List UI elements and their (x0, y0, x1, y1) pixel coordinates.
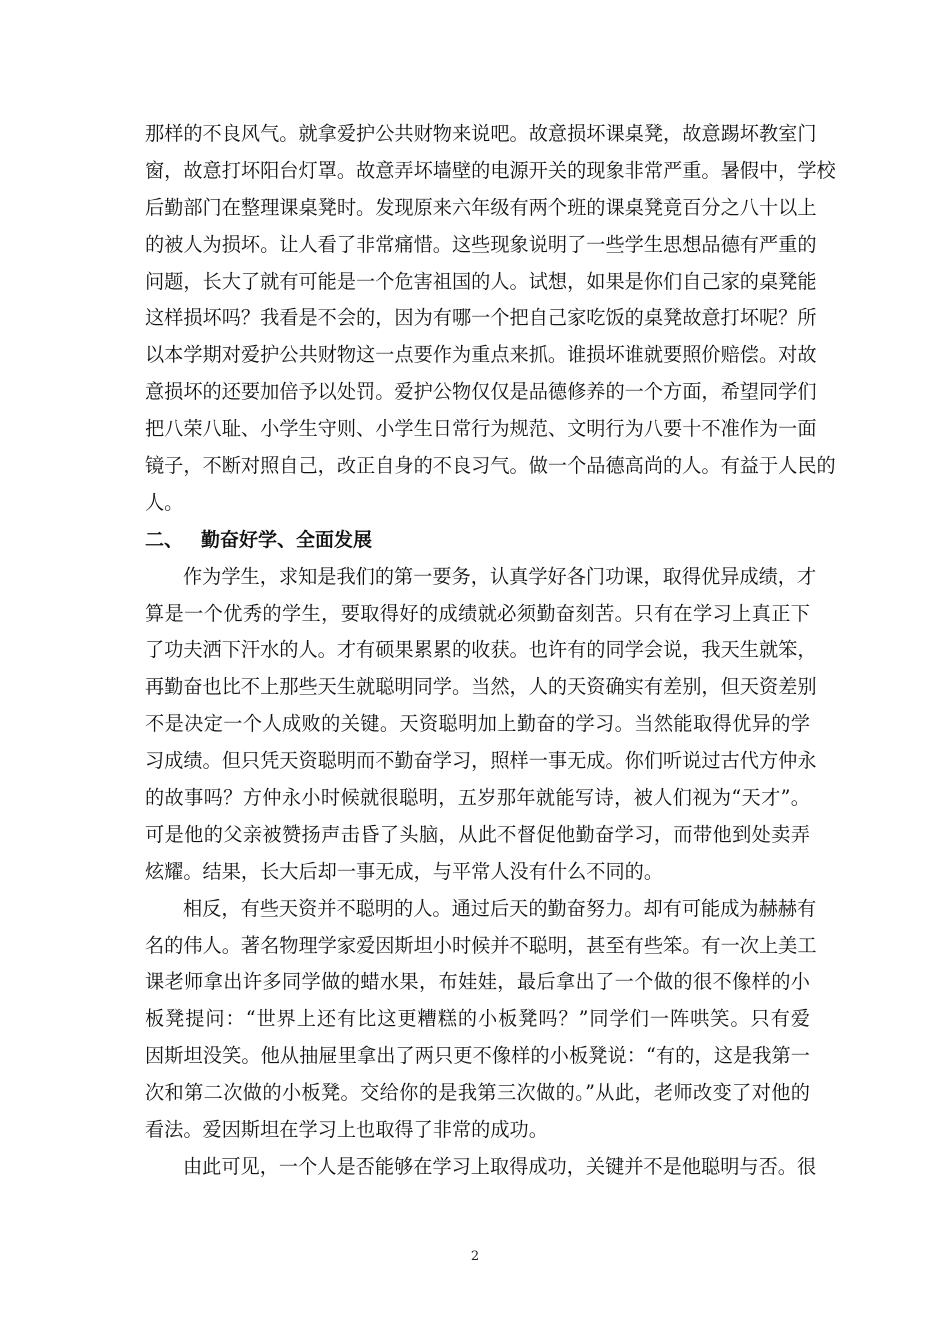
text-line: 镜子，不断对照自己，改正自身的不良习气。做一个品德高尚的人。有益于人民的 (145, 454, 836, 478)
section-number: 二、 (145, 528, 184, 551)
text-line: 板凳提问：“世界上还有比这更糟糕的小板凳吗？”同学们一阵哄笑。只有爱 (145, 1007, 810, 1031)
text-line: 后勤部门在整理课桌凳时。发现原来六年级有两个班的课桌凳竟百分之八十以上 (145, 195, 817, 219)
text-line: 再勤奋也比不上那些天生就聪明同学。当然，人的天资确实有差别，但天资差别 (145, 675, 817, 699)
paragraph-continued (145, 116, 836, 522)
text-line: 不是决定一个人成败的关键。天资聪明加上勤奋的学习。当然能取得优异的学 (145, 712, 810, 736)
text-line: 可是他的父亲被赞扬声击昏了头脑，从此不督促他勤奋学习，而带他到处卖弄 (145, 822, 810, 846)
text-line: 课老师拿出许多同学做的蜡水果，布娃娃，最后拿出了一个做的很不像样的小 (145, 970, 810, 994)
body-text (145, 116, 836, 1186)
paragraph (145, 559, 817, 891)
paragraph (145, 1149, 817, 1186)
text-line: 名的伟人。著名物理学家爱因斯坦小时候并不聪明，甚至有些笨。有一次上美工 (145, 933, 817, 957)
text-line: 意损坏的还要加倍予以处罚。爱护公物仅仅是品德修养的一个方面，希望同学们 (145, 380, 817, 404)
text-line: 作为学生，求知是我们的第一要务，认真学好各门功课，取得优异成绩，才 (183, 564, 817, 588)
text-line: 的被人为损坏。让人看了非常痛惜。这些现象说明了一些学生思想品德有严重的 (145, 232, 817, 256)
text-line: 这样损坏吗？我看是不会的，因为有哪一个把自己家吃饭的桌凳故意打坏呢？所 (145, 306, 817, 330)
text-line: 问题，长大了就有可能是一个危害祖国的人。试想，如果是你们自己家的桌凳能 (145, 269, 817, 293)
paragraph (145, 891, 817, 1149)
text-line: 次和第二次做的小板凳。交给你的是我第三次做的。”从此，老师改变了对他的 (145, 1081, 810, 1105)
section-heading (145, 522, 810, 559)
text-line: 人。 (145, 490, 184, 514)
text-line: 窗，故意打坏阳台灯罩。故意弄坏墙壁的电源开关的现象非常严重。暑假中，学校 (145, 158, 836, 182)
text-line: 以本学期对爱护公共财物这一点要作为重点来抓。谁损坏谁就要照价赔偿。对故 (145, 343, 817, 367)
section-title: 勤奋好学、全面发展 (201, 528, 373, 551)
text-line: 看法。爱因斯坦在学习上也取得了非常的成功。 (145, 1118, 548, 1142)
page-number: 2 (470, 1249, 480, 1264)
text-line: 炫耀。结果，长大后却一事无成，与平常人没有什么不同的。 (145, 859, 664, 883)
text-line: 由此可见，一个人是否能够在学习上取得成功，关键并不是他聪明与否。很 (183, 1154, 817, 1178)
text-line: 因斯坦没笑。他从抽屉里拿出了两只更不像样的小板凳说：“有的，这是我第一 (145, 1044, 810, 1068)
text-line: 把八荣八耻、小学生守则、小学生日常行为规范、文明行为八要十不准作为一面 (145, 417, 817, 441)
text-line: 的故事吗？方仲永小时候就很聪明，五岁那年就能写诗，被人们视为“天才”。 (145, 786, 810, 810)
text-line: 那样的不良风气。就拿爱护公共财物来说吧。故意损坏课桌凳，故意踢坏教室门 (145, 122, 817, 145)
text-line: 习成绩。但只凭天资聪明而不勤奋学习，照样一事无成。你们听说过古代方仲永 (145, 749, 817, 773)
text-line: 算是一个优秀的学生，要取得好的成绩就必须勤奋刻苦。只有在学习上真正下 (145, 601, 810, 625)
text-line: 相反，有些天资并不聪明的人。通过后天的勤奋努力。却有可能成为赫赫有 (183, 896, 817, 920)
text-line: 了功夫洒下汗水的人。才有硕果累累的收获。也许有的同学会说，我天生就笨， (145, 638, 817, 662)
